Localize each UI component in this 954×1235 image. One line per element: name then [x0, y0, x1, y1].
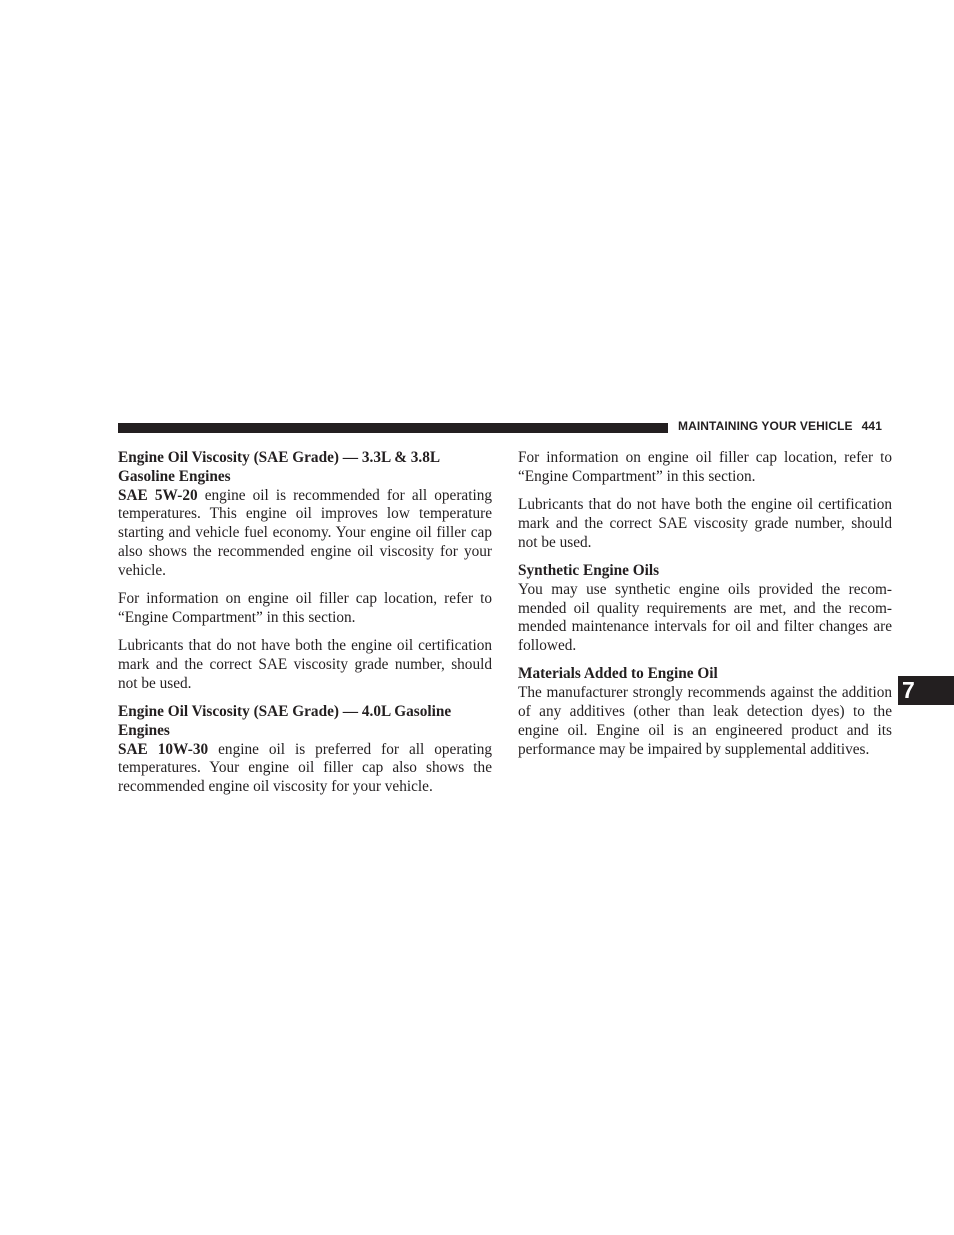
page-number: 441 [861, 419, 882, 433]
running-header [678, 419, 882, 433]
grade-sae-5w20: SAE 5W-20 [118, 486, 198, 504]
right-column [518, 449, 892, 769]
paragraph-filler-cap-info: For information on engine oil filler cap location, refer to “Engine Compartment” in this section. [118, 590, 492, 626]
left-column [118, 449, 492, 807]
section-title: MAINTAINING YOUR VEHICLE [678, 419, 853, 433]
heading-synthetic-oils: Synthetic Engine Oils [518, 561, 660, 579]
paragraph-lubricants-warning-2: Lubricants that do not have both the engine oil certification mark and the correct SAE viscosity grade number, should not be used. [518, 496, 892, 551]
grade-sae-10w30: SAE 10W-30 [118, 740, 209, 758]
paragraph-sae-5w20-text: engine oil is recommended for all operating temperatures. This engine oil improves low temperature starting and vehicle fuel economy. Your engine oil filler cap also shows the recommended engine oil viscosity for your vehicle. [118, 486, 492, 579]
paragraph-materials-added: The manufacturer strongly recommends against the addition of any additives (other than leak detection dyes) to the engine oil. Engine oil is an engineered product and its performance may be impaired by supplemental additives. [518, 684, 892, 758]
paragraph-lubricants-warning: Lubricants that do not have both the engine oil certification mark and the correct SAE viscosity grade number, should not be used. [118, 637, 492, 692]
paragraph-sae-10w30-text: engine oil is preferred for all operating temperatures. Your engine oil filler cap also shows the recommended engine oil viscosity for your vehicle. [118, 740, 492, 796]
heading-viscosity-4-0: Engine Oil Viscosity (SAE Grade) — 4.0L Gasoline Engines [118, 703, 452, 739]
paragraph-synthetic-oils: You may use synthetic engine oils provided the recommended oil quality requirements are met, and the recommended maintenance intervals for oil and filter changes are followed. [518, 580, 892, 655]
heading-viscosity-3-3-3-8: Engine Oil Viscosity (SAE Grade) — 3.3L & 3.8L Gasoline Engines [118, 449, 440, 485]
paragraph-sae-10w30 [118, 741, 492, 797]
heading-materials-added: Materials Added to Engine Oil [518, 665, 718, 683]
paragraph-filler-cap-info-2: For information on engine oil filler cap location, refer to “Engine Compartment” in this section. [518, 449, 892, 485]
chapter-tab: 7 [898, 676, 954, 705]
header-rule [118, 423, 668, 433]
paragraph-sae-5w20 [118, 487, 492, 581]
